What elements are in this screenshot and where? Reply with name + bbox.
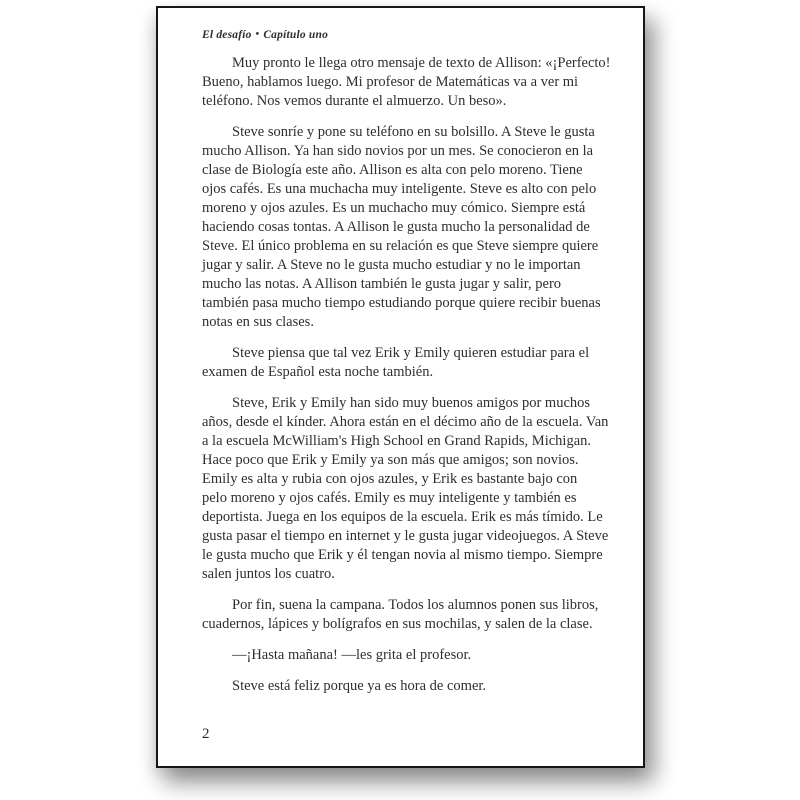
text-line: ojos cafés. Es una muchacha muy inteligente. Steve es alto con pelo [202,181,597,197]
text-line: Steve piensa que tal vez Erik y Emily quieren estudiar para el [232,345,590,361]
text-line: cuadernos, lápices y bolígrafos en sus mochilas, y salen de la clase. [202,616,593,632]
book-title: El desafío [202,29,252,41]
text-line: —¡Hasta mañana! —les grita el profesor. [232,647,472,663]
paragraph [202,394,611,584]
text-line: notas en sus clases. [202,314,314,330]
text-line: Steve, Erik y Emily han sido muy buenos amigos por muchos [232,395,591,411]
chapter-label: Capítulo uno [263,29,329,41]
paragraph [202,646,611,665]
text-line: Hace poco que Erik y Emily ya son más que amigos; son novios. [202,452,579,468]
text-line: jugar y salir. A Steve no le gusta mucho estudiar y no le importan [202,257,581,273]
text-line: pelo moreno y ojos cafés. Emily es muy inteligente y también es [202,490,577,506]
text-line: Steve sonríe y pone su teléfono en su bolsillo. A Steve le gusta [232,124,595,140]
page-number: 2 [202,726,210,742]
text-line: Emily es alta y rubia con ojos azules, y Erik es bastante bajo con [202,471,578,487]
text-line: salen juntos los cuatro. [202,566,335,582]
text-line: examen de Español esta noche también. [202,364,434,380]
running-header [202,29,328,41]
paragraph [202,123,611,332]
text-line: mucho Allison. Ya han sido novios por un mes. Se conocieron en la [202,143,594,159]
body-text [202,54,611,708]
text-line: gusta pasar el tiempo en internet y le gusta jugar videojuegos. A Steve [202,528,609,544]
text-line: Steve está feliz porque ya es hora de comer. [232,678,487,694]
text-line: mucho las notas. A Allison también le gusta jugar y salir, pero [202,276,562,292]
paragraph [202,596,611,634]
text-line: haciendo cosas tontas. A Allison le gusta mucho la personalidad de [202,219,590,235]
text-line: teléfono. Nos vemos durante el almuerzo. Un beso». [202,93,507,109]
text-line: Muy pronto le llega otro mensaje de texto de Allison: «¡Perfecto! [232,55,611,71]
text-line: Steve. El único problema en su relación es que Steve siempre quiere [202,238,599,254]
header-separator: • [255,29,260,40]
text-line: le gusta mucho que Erik y él tengan novia al mismo tiempo. Siempre [202,547,603,563]
text-line: Por fin, suena la campana. Todos los alumnos ponen sus libros, [232,597,599,613]
text-line: años, desde el kínder. Ahora están en el décimo año de la escuela. Van [202,414,609,430]
text-line: también pasa mucho tiempo estudiando porque quiere recibir buenas [202,295,601,311]
paragraph [202,54,611,111]
book-page [156,6,645,768]
text-line: Bueno, hablamos luego. Mi profesor de Matemáticas va a ver mi [202,74,579,90]
paragraph [202,344,611,382]
text-line: moreno y ojos azules. Es un muchacho muy cómico. Siempre está [202,200,586,216]
text-line: a la escuela McWilliam's High School en Grand Rapids, Michigan. [202,433,592,449]
text-line: deportista. Juega en los equipos de la escuela. Erik es más tímido. Le [202,509,603,525]
text-line: clase de Biología este año. Allison es alta con pelo moreno. Tiene [202,162,583,178]
paragraph [202,677,611,696]
